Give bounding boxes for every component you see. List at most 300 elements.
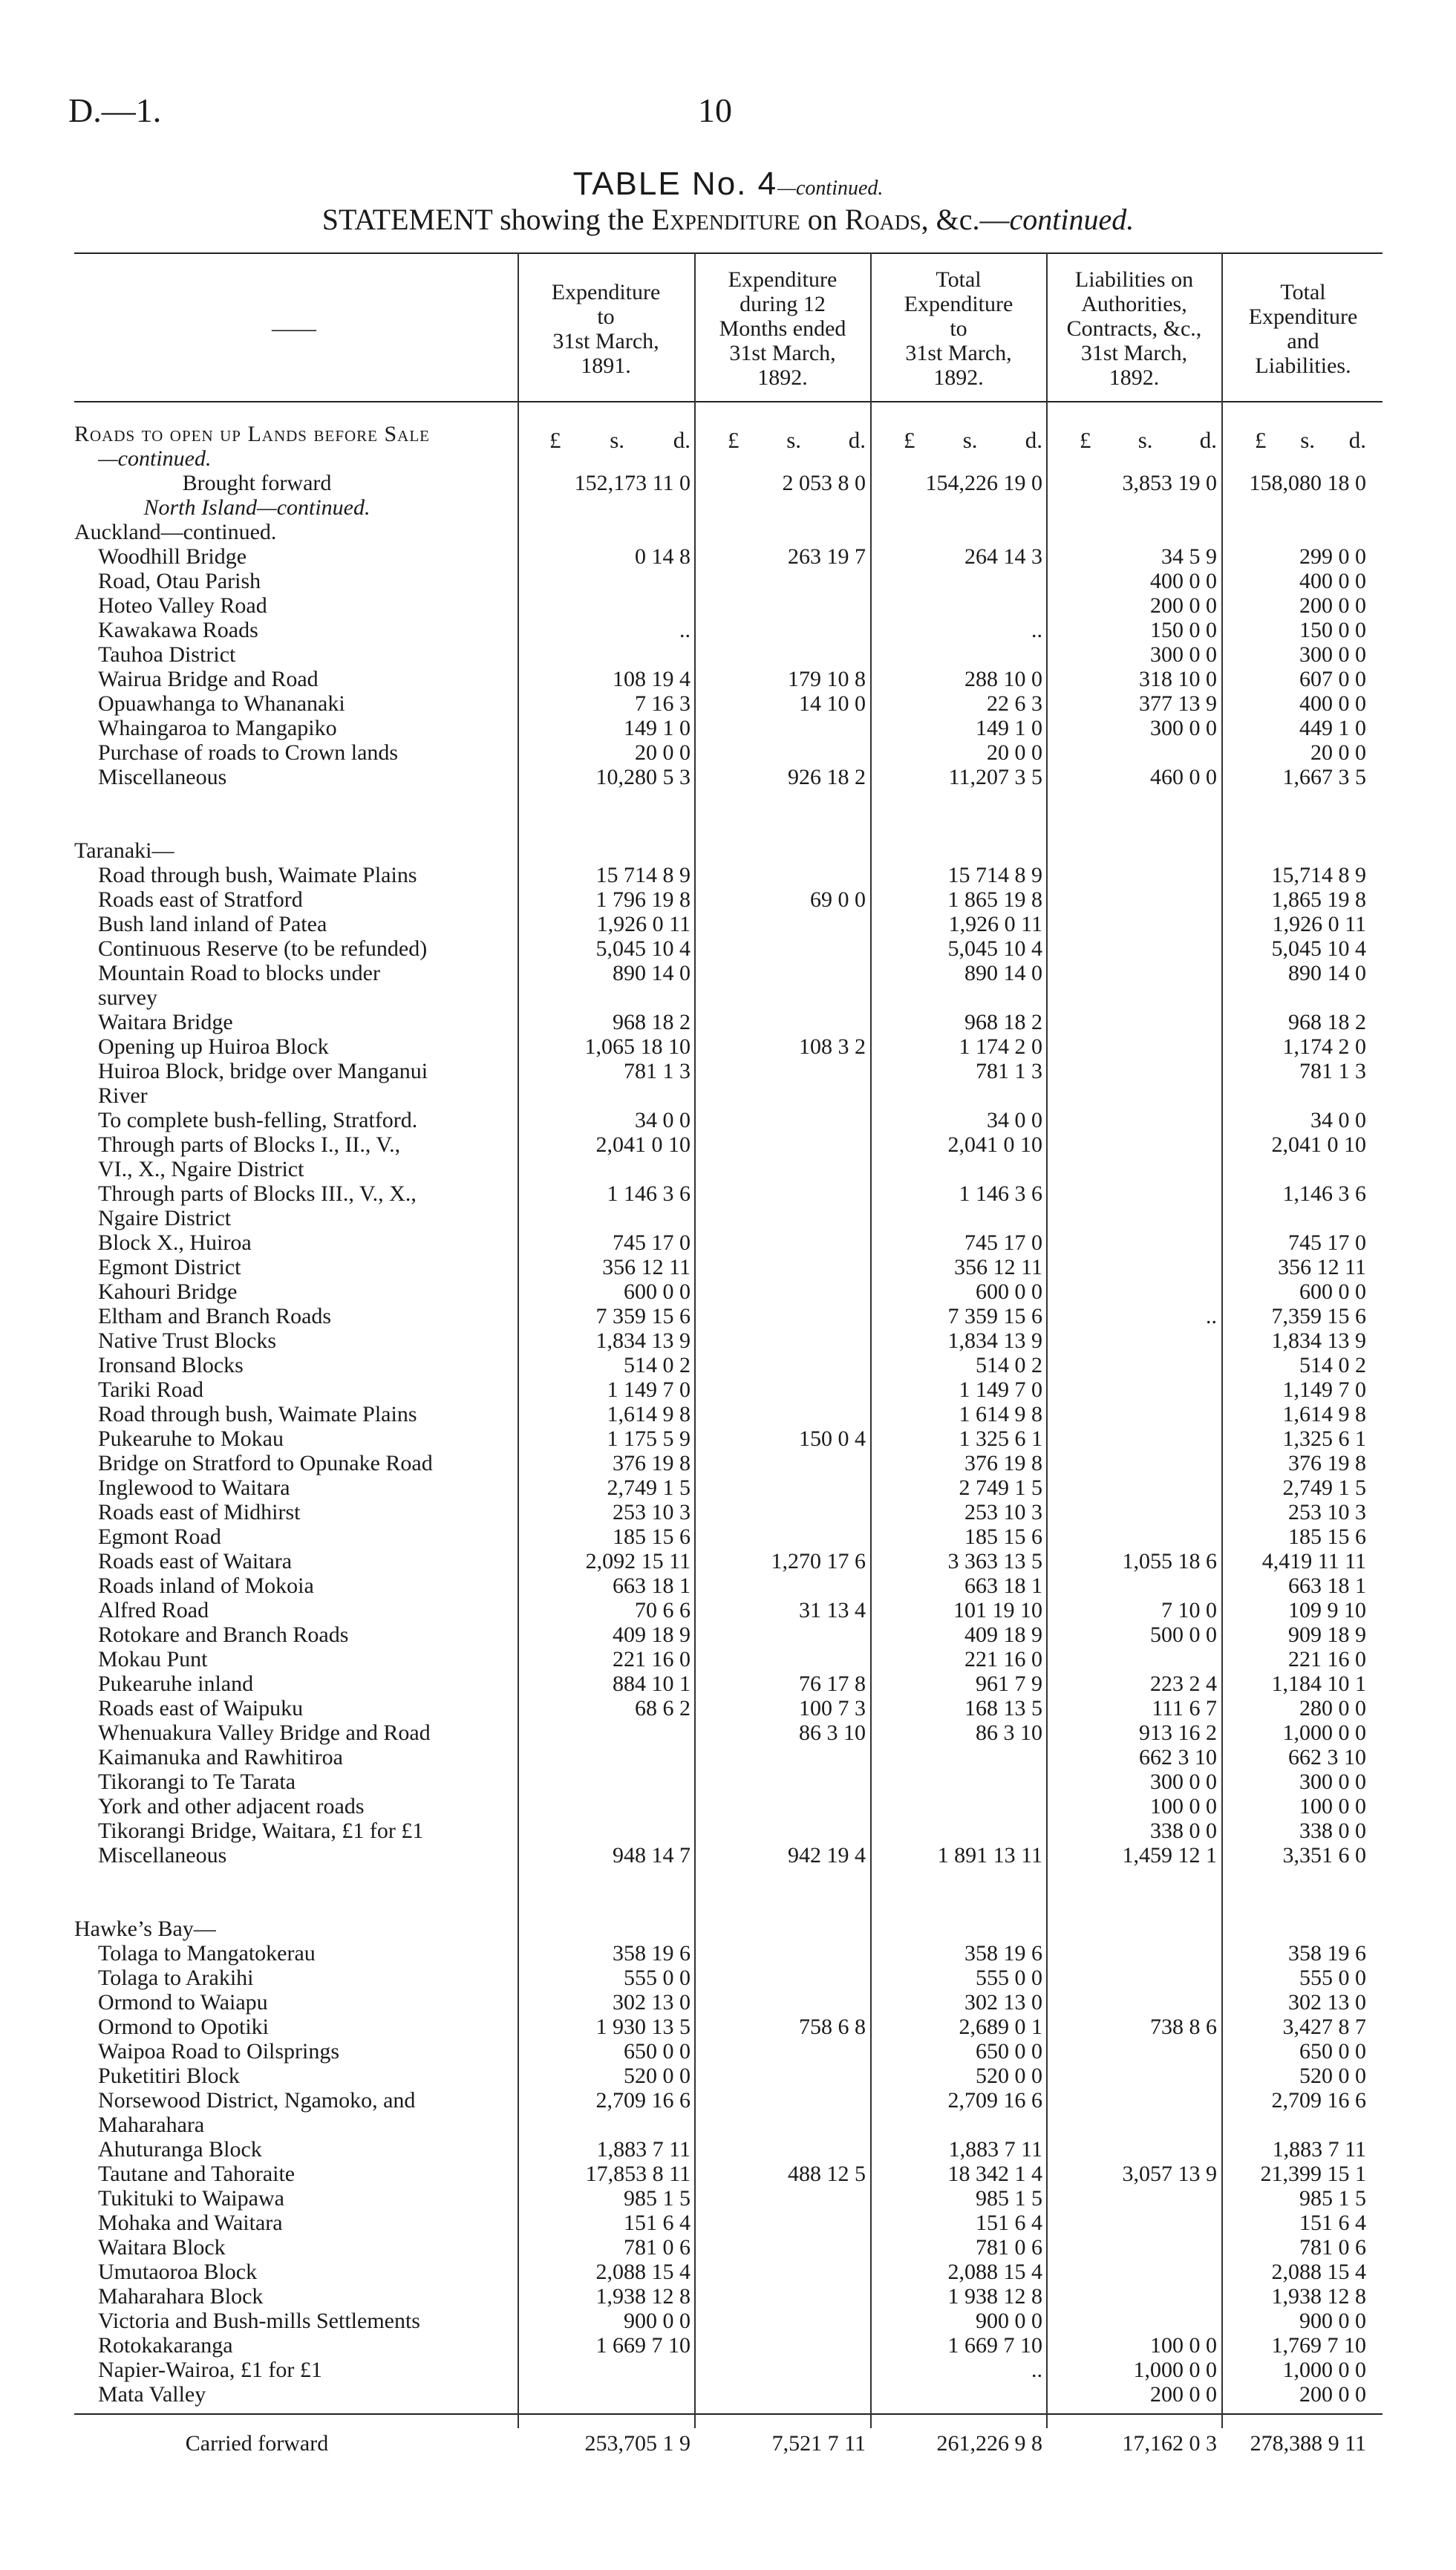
table-row — [0, 1598, 1456, 1622]
unit-pound: £ — [1080, 427, 1091, 453]
amount-c5: 1,938 12 8 — [1271, 2284, 1366, 2309]
amount-c3: 261,226 9 8 — [936, 2431, 1042, 2456]
table-row — [0, 2260, 1456, 2284]
row-description: Auckland—continued. — [74, 520, 277, 544]
amount-c1: 1,065 18 10 — [584, 1034, 691, 1059]
amount-c3: 600 0 0 — [976, 1279, 1042, 1304]
amount-c5: 376 19 8 — [1288, 1451, 1366, 1475]
amount-c1: 1 669 7 10 — [595, 2333, 691, 2358]
page-number: 10 — [698, 91, 732, 129]
table-row — [0, 1868, 1456, 1892]
amount-c1: 356 12 11 — [602, 1255, 691, 1279]
table-row — [0, 1745, 1456, 1770]
row-description: Puketitiri Block — [98, 2064, 240, 2088]
row-description: Waipoa Road to Oilsprings — [98, 2039, 340, 2064]
unit-shilling: s. — [786, 427, 802, 453]
currency-units — [520, 427, 691, 454]
amount-c3: 409 18 9 — [964, 1622, 1042, 1647]
amount-c1: 7 359 15 6 — [595, 1304, 691, 1328]
amount-c3: 3 363 13 5 — [947, 1549, 1042, 1573]
amount-c2: 1,270 17 6 — [771, 1549, 866, 1573]
amount-c1: 555 0 0 — [624, 1966, 691, 1990]
amount-c3: 185 15 6 — [964, 1524, 1042, 1549]
amount-c3: 1,926 0 11 — [948, 912, 1042, 936]
amount-c5: 400 0 0 — [1299, 691, 1366, 716]
amount-c5: 1,146 3 6 — [1282, 1181, 1366, 1206]
table-label: TABLE No. 4 — [572, 166, 778, 202]
amount-c1: 1,938 12 8 — [595, 2284, 691, 2309]
amount-c4: 1,000 0 0 — [1133, 2358, 1217, 2382]
amount-c1: 2,041 0 10 — [595, 1132, 691, 1157]
amount-c1: 409 18 9 — [613, 1622, 691, 1647]
row-description: Through parts of Blocks III., V., X., — [98, 1181, 417, 1206]
amount-c5: 109 9 10 — [1288, 1598, 1366, 1622]
table-row — [0, 1500, 1456, 1524]
row-description: Purchase of roads to Crown lands — [98, 740, 399, 765]
amount-c5: 7,359 15 6 — [1271, 1304, 1366, 1328]
amount-c1: 663 18 1 — [613, 1573, 691, 1598]
amount-c3: 781 0 6 — [976, 2235, 1042, 2260]
amount-c2: 150 0 4 — [799, 1426, 866, 1451]
row-description: Kahouri Bridge — [98, 1279, 238, 1304]
amount-c1: 781 0 6 — [624, 2235, 691, 2260]
table-row — [0, 1647, 1456, 1672]
row-description: Egmont Road — [98, 1524, 221, 1549]
amount-c5: 3,351 6 0 — [1282, 1843, 1366, 1868]
amount-c3: 7 359 15 6 — [947, 1304, 1042, 1328]
amount-c2: 31 13 4 — [799, 1598, 866, 1622]
amount-c5: 278,388 9 11 — [1250, 2431, 1366, 2456]
row-description: Through parts of Blocks I., II., V., — [98, 1132, 401, 1157]
amount-c5: 280 0 0 — [1299, 1696, 1366, 1721]
table-row — [0, 1892, 1456, 1917]
amount-c1: 1,614 9 8 — [607, 1402, 691, 1426]
amount-c3: 20 0 0 — [987, 740, 1042, 765]
row-description: Egmont District — [98, 1255, 241, 1279]
table-row — [0, 1672, 1456, 1696]
row-description: Tikorangi Bridge, Waitara, £1 for £1 — [98, 1819, 424, 1843]
amount-c5: 2,041 0 10 — [1271, 1132, 1366, 1157]
table-row — [0, 1451, 1456, 1475]
row-description: Mohaka and Waitara — [98, 2211, 283, 2235]
column-header: Total Expenditure to 31st March, 1892. — [904, 267, 1013, 390]
amount-c1: 884 10 1 — [613, 1672, 691, 1696]
amount-c5: 1,149 7 0 — [1282, 1377, 1366, 1402]
row-description: Umutaoroa Block — [98, 2260, 258, 2284]
row-description: —continued. — [98, 446, 212, 471]
amount-c1: 600 0 0 — [624, 1279, 691, 1304]
amount-c1: 149 1 0 — [624, 716, 691, 740]
amount-c3: 1 669 7 10 — [947, 2333, 1042, 2358]
unit-shilling: s. — [1137, 427, 1153, 453]
table-row — [0, 2382, 1456, 2407]
amount-c1: 152,173 11 0 — [574, 471, 691, 495]
unit-shilling: s. — [962, 427, 978, 453]
table-row — [0, 2015, 1456, 2039]
amount-c3: 961 7 9 — [976, 1672, 1042, 1696]
row-description: Hawke’s Bay— — [74, 1917, 216, 1941]
row-description: Ormond to Opotiki — [98, 2015, 269, 2039]
column-header: Total Expenditure and Liabilities. — [1248, 279, 1358, 378]
amount-c5: 890 14 0 — [1288, 961, 1366, 985]
amount-c5: 662 3 10 — [1288, 1745, 1366, 1770]
amount-c2: 14 10 0 — [799, 691, 866, 716]
table-row — [0, 593, 1456, 618]
row-description: Ahuturanga Block — [98, 2137, 262, 2162]
subtitle-prefix: STATEMENT showing the — [321, 203, 644, 236]
row-description: Pukearuhe to Mokau — [98, 1426, 284, 1451]
currency-units — [874, 427, 1042, 454]
amount-c2: 76 17 8 — [799, 1672, 866, 1696]
table-row — [0, 2186, 1456, 2211]
amount-c1: 520 0 0 — [624, 2064, 691, 2088]
amount-c5: 302 13 0 — [1288, 1990, 1366, 2015]
amount-c3: 1,834 13 9 — [947, 1328, 1042, 1353]
table-row — [0, 789, 1456, 814]
amount-c1: 5,045 10 4 — [595, 936, 691, 961]
amount-c5: 1,926 0 11 — [1272, 912, 1366, 936]
amount-c1: 514 0 2 — [624, 1353, 691, 1377]
amount-c1: 20 0 0 — [635, 740, 691, 765]
table-row — [0, 1353, 1456, 1377]
row-description: Hoteo Valley Road — [98, 593, 267, 618]
amount-c1: 185 15 6 — [613, 1524, 691, 1549]
unit-pence: d. — [848, 427, 866, 453]
amount-c5: 356 12 11 — [1278, 1255, 1366, 1279]
amount-c1: 1 149 7 0 — [607, 1377, 691, 1402]
row-description: York and other adjacent roads — [98, 1794, 365, 1819]
amount-c3: 358 19 6 — [964, 1941, 1042, 1966]
amount-c5: 300 0 0 — [1299, 1770, 1366, 1794]
table-row — [0, 520, 1456, 544]
table-row — [0, 716, 1456, 740]
amount-c5: 253 10 3 — [1288, 1500, 1366, 1524]
table-row — [0, 2137, 1456, 2162]
amount-c3: 2 749 1 5 — [959, 1475, 1042, 1500]
amount-c3: 264 14 3 — [964, 544, 1042, 569]
row-description: Brought forward — [182, 471, 332, 495]
amount-c3: 985 1 5 — [976, 2186, 1042, 2211]
row-description: Tariki Road — [98, 1377, 204, 1402]
table-row — [0, 2309, 1456, 2333]
amount-c4: 100 0 0 — [1150, 2333, 1217, 2358]
table-row — [0, 2088, 1456, 2113]
subtitle-continued: continued. — [1009, 203, 1135, 236]
amount-c5: 985 1 5 — [1299, 2186, 1366, 2211]
amount-c3: 11,207 3 5 — [948, 765, 1042, 789]
table-row — [0, 1794, 1456, 1819]
row-description: Wairua Bridge and Road — [98, 667, 319, 691]
amount-c2: 86 3 10 — [799, 1721, 866, 1745]
amount-c1: 1,834 13 9 — [595, 1328, 691, 1353]
amount-c3: 1 149 7 0 — [959, 1377, 1042, 1402]
amount-c5: 520 0 0 — [1299, 2064, 1366, 2088]
amount-c2: 7,521 7 11 — [771, 2431, 866, 2456]
amount-c5: 607 0 0 — [1299, 667, 1366, 691]
table-row — [0, 1108, 1456, 1132]
table-row — [0, 1770, 1456, 1794]
table-row — [0, 1622, 1456, 1647]
amount-c1: 1,883 7 11 — [596, 2137, 691, 2162]
row-description: Huiroa Block, bridge over Manganui — [98, 1059, 428, 1083]
amount-c5: 1,834 13 9 — [1271, 1328, 1366, 1353]
table-row — [0, 2358, 1456, 2382]
table-row — [0, 765, 1456, 789]
row-description: Maharahara Block — [98, 2284, 264, 2309]
amount-c5: 4,419 11 11 — [1261, 1549, 1366, 1573]
row-description: Native Trust Blocks — [98, 1328, 277, 1353]
amount-c1: 376 19 8 — [613, 1451, 691, 1475]
row-description: Tolaga to Mangatokerau — [98, 1941, 316, 1966]
table-row — [0, 642, 1456, 667]
table-row — [0, 1573, 1456, 1598]
table-continued: —continued. — [777, 177, 884, 200]
row-description: Ironsand Blocks — [98, 1353, 244, 1377]
amount-c1: 2,749 1 5 — [607, 1475, 691, 1500]
amount-c2: 926 18 2 — [788, 765, 866, 789]
unit-pence: d. — [1199, 427, 1217, 453]
table-row — [0, 1181, 1456, 1206]
amount-c1: 7 16 3 — [635, 691, 691, 716]
row-description: VI., X., Ngaire District — [98, 1157, 304, 1181]
amount-c4: 17,162 0 3 — [1122, 2431, 1217, 2456]
amount-c1: 70 6 6 — [635, 1598, 691, 1622]
amount-c4: 300 0 0 — [1150, 1770, 1217, 1794]
row-description: Inglewood to Waitara — [98, 1475, 290, 1500]
table-row — [0, 740, 1456, 765]
amount-c2: 942 19 4 — [788, 1843, 866, 1868]
row-description: Pukearuhe inland — [98, 1672, 254, 1696]
amount-c5: 1,883 7 11 — [1272, 2137, 1366, 2162]
table-row — [0, 2235, 1456, 2260]
amount-c5: 1,325 6 1 — [1282, 1426, 1366, 1451]
row-description: Alfred Road — [98, 1598, 209, 1622]
amount-c3: 1 938 12 8 — [947, 2284, 1042, 2309]
table-row — [0, 2333, 1456, 2358]
amount-c1: 1 146 3 6 — [607, 1181, 691, 1206]
table-row — [0, 2211, 1456, 2235]
column-header: Expenditure during 12 Months ended 31st March, 1892. — [719, 267, 846, 390]
amount-c5: 1,174 2 0 — [1282, 1034, 1366, 1059]
row-description: Miscellaneous — [98, 765, 227, 789]
row-description: Tauhoa District — [98, 642, 236, 667]
table-row — [0, 961, 1456, 985]
amount-c3: 1 891 13 11 — [937, 1843, 1042, 1868]
amount-c5: 1,769 7 10 — [1271, 2333, 1366, 2358]
amount-c3: 781 1 3 — [976, 1059, 1042, 1083]
unit-shilling: s. — [1300, 427, 1316, 453]
amount-c3: 376 19 8 — [964, 1451, 1042, 1475]
subtitle-on: on — [807, 203, 838, 236]
amount-c1: 10,280 5 3 — [595, 765, 691, 789]
table-row — [0, 1721, 1456, 1745]
amount-c3: .. — [1031, 618, 1042, 642]
currency-units — [1050, 427, 1217, 454]
table-row — [0, 1304, 1456, 1328]
row-description: Continuous Reserve (to be refunded) — [98, 936, 428, 961]
amount-c5: 1,184 10 1 — [1271, 1672, 1366, 1696]
amount-c1: 1,926 0 11 — [596, 912, 691, 936]
table-row — [0, 1010, 1456, 1034]
amount-c3: 101 19 10 — [953, 1598, 1042, 1622]
table-row — [0, 618, 1456, 642]
amount-c2: 488 12 5 — [788, 2162, 866, 2186]
amount-c1: 221 16 0 — [613, 1647, 691, 1672]
table-row — [0, 814, 1456, 838]
amount-c3: 2,088 15 4 — [947, 2260, 1042, 2284]
amount-c3: 154,226 19 0 — [925, 471, 1042, 495]
amount-c1: .. — [679, 618, 691, 642]
amount-c4: 913 16 2 — [1139, 1721, 1217, 1745]
table-row — [0, 1696, 1456, 1721]
currency-units — [698, 427, 866, 454]
amount-c3: 745 17 0 — [964, 1230, 1042, 1255]
amount-c3: 1 614 9 8 — [959, 1402, 1042, 1426]
table-row — [0, 1255, 1456, 1279]
amount-c5: 600 0 0 — [1299, 1279, 1366, 1304]
amount-c3: 555 0 0 — [976, 1966, 1042, 1990]
amount-c4: 100 0 0 — [1150, 1794, 1217, 1819]
amount-c4: 3,057 13 9 — [1122, 2162, 1217, 2186]
row-description: Napier-Wairoa, £1 for £1 — [98, 2358, 322, 2382]
subtitle-suffix: , &c.— — [921, 203, 1010, 236]
amount-c4: 400 0 0 — [1150, 569, 1217, 593]
amount-c4: 738 8 6 — [1150, 2015, 1217, 2039]
amount-c5: 3,427 8 7 — [1282, 2015, 1366, 2039]
amount-c5: 158,080 18 0 — [1249, 471, 1366, 495]
amount-c3: 650 0 0 — [976, 2039, 1042, 2064]
row-description: Bridge on Stratford to Opunake Road — [98, 1451, 433, 1475]
row-description: Opuawhanga to Whananaki — [98, 691, 345, 716]
amount-c2: 69 0 0 — [810, 887, 866, 912]
amount-c5: 185 15 6 — [1288, 1524, 1366, 1549]
amount-c1: 1 796 19 8 — [595, 887, 691, 912]
amount-c3: 2,709 16 6 — [947, 2088, 1042, 2113]
column-header: Expenditure to 31st March, 1891. — [551, 279, 661, 378]
table-row — [0, 1917, 1456, 1941]
table-row — [0, 471, 1456, 495]
table-row — [0, 2064, 1456, 2088]
table-row — [0, 1157, 1456, 1181]
table-row — [0, 1034, 1456, 1059]
table-row — [0, 1819, 1456, 1843]
table-row — [0, 2039, 1456, 2064]
row-description: River — [98, 1083, 148, 1108]
amount-c4: 318 10 0 — [1139, 667, 1217, 691]
table-subtitle — [0, 202, 1456, 237]
row-description: Mountain Road to blocks under — [98, 961, 380, 985]
row-description: Carried forward — [185, 2431, 329, 2456]
amount-c5: 299 0 0 — [1299, 544, 1366, 569]
row-description: Taranaki— — [74, 838, 174, 863]
amount-c2: 108 3 2 — [799, 1034, 866, 1059]
amount-c5: 1,000 0 0 — [1282, 1721, 1366, 1745]
row-description: Bush land inland of Patea — [98, 912, 327, 936]
amount-c4: 377 13 9 — [1139, 691, 1217, 716]
unit-pound: £ — [549, 427, 561, 453]
amount-c5: 1,614 9 8 — [1282, 1402, 1366, 1426]
amount-c2: 263 19 7 — [788, 544, 866, 569]
row-description: Maharahara — [98, 2113, 205, 2137]
amount-c5: 1,000 0 0 — [1282, 2358, 1366, 2382]
table-row — [0, 1328, 1456, 1353]
amount-c5: 400 0 0 — [1299, 569, 1366, 593]
amount-c2: 100 7 3 — [799, 1696, 866, 1721]
column-header: Liabilities on Authorities, Contracts, &c., 31st March, 1892. — [1066, 267, 1202, 390]
amount-c3: 890 14 0 — [964, 961, 1042, 985]
description-column-header: —— — [272, 316, 316, 341]
amount-c1: 151 6 4 — [624, 2211, 691, 2235]
amount-c5: 663 18 1 — [1288, 1573, 1366, 1598]
amount-c1: 985 1 5 — [624, 2186, 691, 2211]
row-description: Opening up Huiroa Block — [98, 1034, 329, 1059]
row-description: Victoria and Bush-mills Settlements — [98, 2309, 420, 2333]
amount-c3: 1 325 6 1 — [959, 1426, 1042, 1451]
row-description: Whenuakura Valley Bridge and Road — [98, 1721, 431, 1745]
amount-c4: 338 0 0 — [1150, 1819, 1217, 1843]
amount-c3: 1 174 2 0 — [959, 1034, 1042, 1059]
row-description: Mokau Punt — [98, 1647, 208, 1672]
table-row — [0, 1475, 1456, 1500]
row-description: Waitara Block — [98, 2235, 226, 2260]
amount-c5: 20 0 0 — [1310, 740, 1366, 765]
row-description: Ngaire District — [98, 1206, 232, 1230]
amount-c1: 34 0 0 — [635, 1108, 691, 1132]
amount-c3: 168 13 5 — [964, 1696, 1042, 1721]
table-row — [0, 495, 1456, 520]
amount-c4: 150 0 0 — [1150, 618, 1217, 642]
unit-pence: d. — [1025, 427, 1042, 453]
row-description: Mata Valley — [98, 2382, 206, 2407]
amount-c4: 223 2 4 — [1150, 1672, 1217, 1696]
amount-c4: 111 6 7 — [1152, 1696, 1217, 1721]
amount-c1: 948 14 7 — [613, 1843, 691, 1868]
table-row — [0, 863, 1456, 887]
amount-c5: 150 0 0 — [1299, 618, 1366, 642]
amount-c5: 909 18 9 — [1288, 1622, 1366, 1647]
document-reference: D.—1. — [68, 91, 162, 129]
amount-c5: 2,749 1 5 — [1282, 1475, 1366, 1500]
unit-pound: £ — [728, 427, 740, 453]
table-row — [0, 985, 1456, 1010]
subtitle-roads: Roads — [844, 203, 921, 236]
row-description: Kaimanuka and Rawhitiroa — [98, 1745, 343, 1770]
unit-pound: £ — [1255, 427, 1267, 453]
amount-c5: 100 0 0 — [1299, 1794, 1366, 1819]
amount-c1: 17,853 8 11 — [585, 2162, 691, 2186]
row-description: Miscellaneous — [98, 1843, 227, 1868]
amount-c3: 514 0 2 — [976, 1353, 1042, 1377]
row-description: Woodhill Bridge — [98, 544, 247, 569]
row-description: Waitara Bridge — [98, 1010, 233, 1034]
amount-c1: 1 930 13 5 — [595, 2015, 691, 2039]
amount-c5: 968 18 2 — [1288, 1010, 1366, 1034]
amount-c2: 758 6 8 — [799, 2015, 866, 2039]
amount-c1: 900 0 0 — [624, 2309, 691, 2333]
table-title — [0, 165, 1456, 203]
row-description: Whaingaroa to Mangapiko — [98, 716, 337, 740]
amount-c1: 1 175 5 9 — [607, 1426, 691, 1451]
amount-c4: 300 0 0 — [1150, 716, 1217, 740]
row-description: To complete bush-felling, Stratford. — [98, 1108, 418, 1132]
row-description: Tautane and Tahoraite — [98, 2162, 296, 2186]
amount-c4: 200 0 0 — [1150, 2382, 1217, 2407]
amount-c1: 745 17 0 — [613, 1230, 691, 1255]
table-row — [0, 1843, 1456, 1868]
table-row — [0, 544, 1456, 569]
table-row — [0, 1402, 1456, 1426]
amount-c3: 1 865 19 8 — [947, 887, 1042, 912]
